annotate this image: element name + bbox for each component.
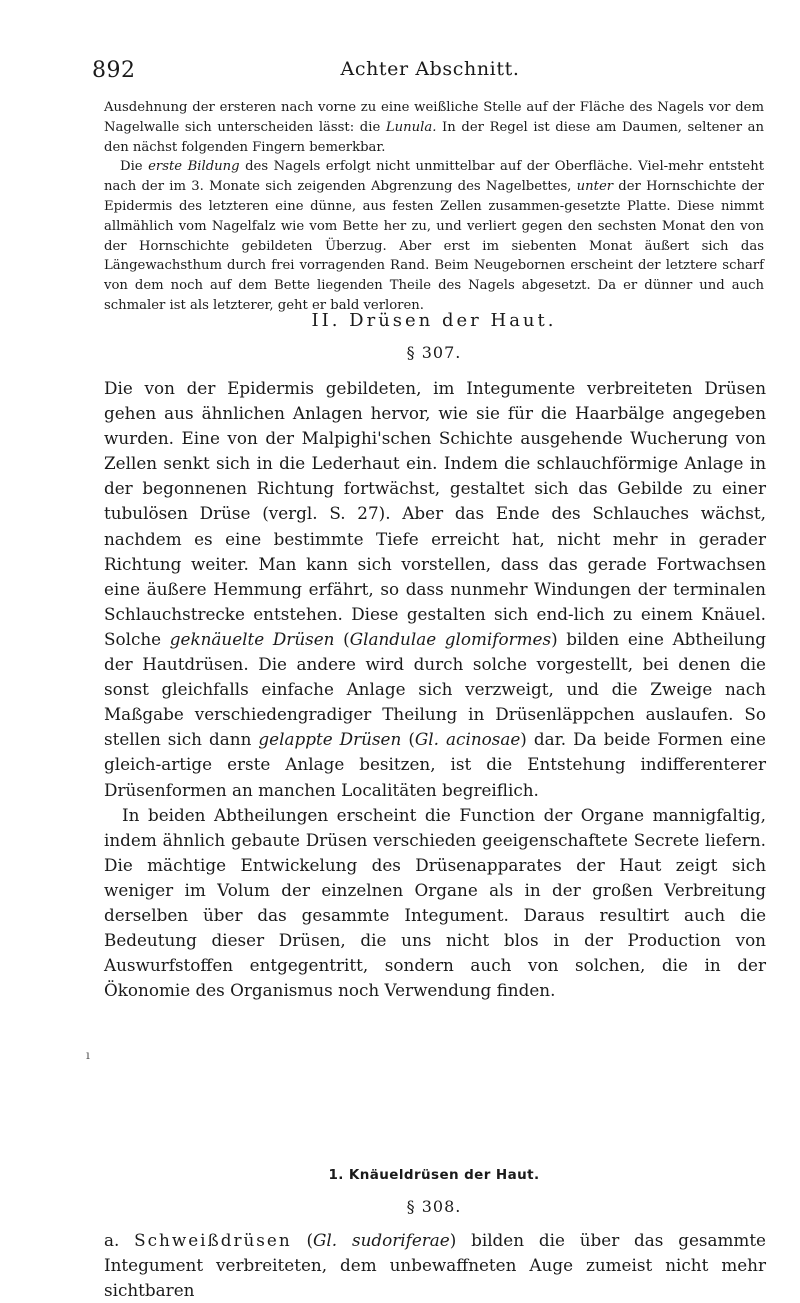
paragraph-function: In beiden Abtheilungen erscheint die Function der Organe mannigfaltig, indem ähnlich gebaute Drüsen verschieden geeigenschaftete Secrete liefern. Die mächtige Entwickelung des Drüsenapparates der Haut zeigt sich weniger im Volum der einzelnen Organe als in der großen Verbreitung derselben über das gesammte Integument. Daraus resultirt auch die Bedeutung dieser Drüsen, die uns nicht blos in der Production von Auswurfstoffen entgegentritt, sondern auch von solchen, die in der Ökonomie des Organismus noch Verwendung finden. [104,804,766,1001]
text-run: ) bilden die über das gesammte Integument verbreiteten, dem unbewaffneten Auge zumeist nicht mehr sichtbaren [104,1230,766,1301]
text-run: Ausdehnung der ersteren nach vorne zu eine weißliche Stelle auf der Fläche des Nagels vor dem Nagelwalle sich unterscheiden lässt: die [104,100,764,135]
text-run: Die von der Epidermis gebildeten, im Integumente verbreiteten Drüsen gehen aus ähnlichen Anlagen hervor, wie sie für die Haarbälge angegeben wurden. Eine von der Malpighi'schen Schichte ausgehende Wucherung von Zellen senkt sich in die Lederhaut ein. Indem die schlauchförmige Anlage in der begonnenen Richtung fortwächst, gestaltet sich das Gebilde zu einer tubulösen Drüse (vergl. S. 27). Aber das Ende des Schlauches wächst, nachdem es eine bestimmte Tiefe erreicht hat, nicht mehr in gerader Richtung weiter. Man kann sich vorstellen, dass das gerade Fortwachsen eine äußere Hemmung erfährt, so dass nunmehr Windungen der terminalen Schlauchstrecke entstehen. Diese gestalten sich end-lich zu einem Knäuel. Solche [104,378,766,649]
section-heading: II. Drüsen der Haut. [311,310,557,331]
final-text-block [104,1228,766,1303]
text-run: der Hornschichte der Epidermis des letzteren eine dünne, aus festen Zellen zusammen-gesetzte Platte. Diese nimmt allmählich vom Nagelfalz wie vom Bette her zu, und verliert gegen den sechsten Monat den von der Hornschichte gebildeten Überzug. Aber erst im siebenten Monat äußert sich das Längewachsthum durch frei vorragenden Rand. Beim Neugebornen erscheint der letztere scharf von dem noch auf dem Bette liegenden Theile des Nagels abgesetzt. Da er dünner und auch schmaler ist als letzterer, geht er bald verloren. [104,179,764,313]
small-print-block [104,98,764,316]
italic-term: geknäuelte Drüsen [169,628,335,649]
italic-term: Gl. sudoriferae [313,1230,450,1250]
paragraph-lunula [104,98,764,157]
italic-term: Glandulae glomiformes [349,628,552,649]
paragraph-schweissdruesen [104,1228,766,1303]
spaced-term: Schweißdrüsen [134,1230,292,1250]
paragraph-number-308: § 308. [406,1197,462,1216]
paragraph-number-307: § 307. [406,343,462,362]
text-run: In der Regel ist diese am Daumen, seltener an den nächst folgenden Fingern bemerkbar. [104,119,765,155]
text-run: Die [120,159,149,175]
main-text-block [104,376,766,1003]
page-number: 892 [92,58,136,83]
text-run: ) bilden eine Abtheilung der Hautdrüsen. Die andere wird durch solche vorgestellt, bei denen die sonst gleichfalls einfache Anlage sich verzweigt, und die Zweige nach Maßgabe verschiedengradiger Theilung in Drüsenläppchen auslaufen. So stellen sich dann [104,628,767,750]
paragraph-druesen-anlage [104,376,766,803]
text-run: ) dar. Da beide Formen eine gleich-artige erste Anlage besitzen, ist die Entstehung indifferenterer Drüsenformen an manchen Localitäten begreiflich. [104,729,766,800]
paragraph-erste-bildung [104,157,764,315]
italic-term: erste Bildung [148,159,240,175]
subsection-heading: 1. Knäueldrüsen der Haut. [328,1167,540,1183]
italic-term: Gl. acinosae [414,729,521,750]
italic-term: gelappte Drüsen [258,729,402,750]
text-run: ( [291,1230,314,1250]
margin-mark: ı [86,1048,90,1062]
text-run: ( [401,729,415,750]
italic-term: Lunula. [385,119,437,135]
text-run: ( [334,628,350,649]
running-head [92,58,768,98]
text-run: des Nagels erfolgt nicht unmittelbar auf der Oberfläche. Viel-mehr entsteht nach der im 3. Monate sich zeigenden Abgrenzung des Nagelbettes, [104,159,764,195]
italic-term: unter [576,179,614,195]
running-title: Achter Abschnitt. [340,58,520,80]
text-run: a. [104,1230,135,1250]
